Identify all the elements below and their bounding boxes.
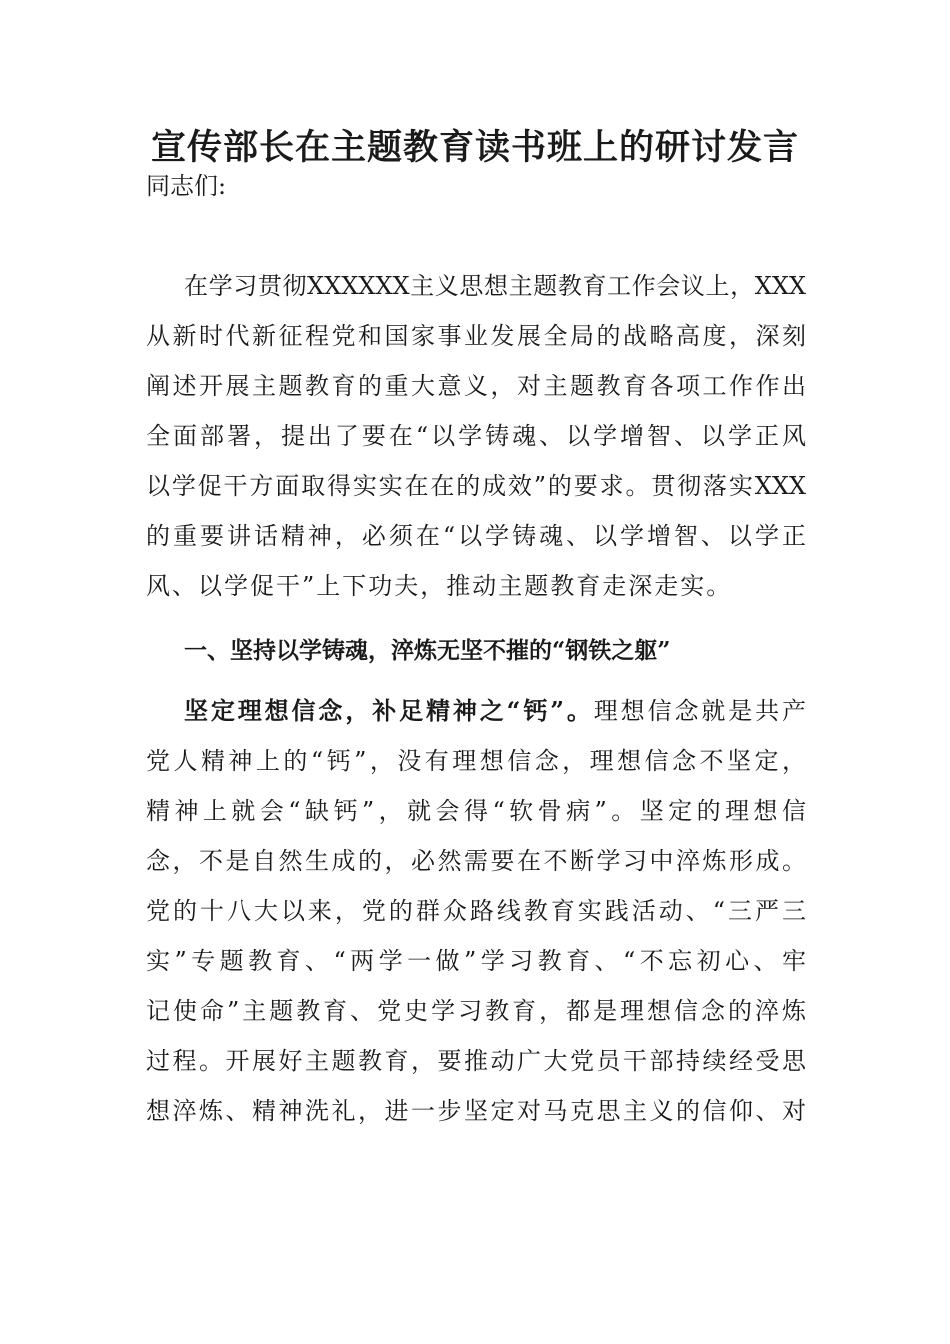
paragraph-1-line-4: 全面部署，提出了要在“以学铸魂、以学增智、以学正风 [146, 422, 806, 450]
paragraph-2-line-3: 精神上就会“缺钙”，就会得“软骨病”。坚定的理想信 [146, 797, 806, 825]
section-heading-1: 一、坚持以学铸魂，淬炼无坚不摧的“钢铁之躯” [184, 637, 671, 664]
paragraph-1-line-3: 阐述开展主题教育的重大意义，对主题教育各项工作作出 [146, 372, 806, 400]
document-title: 宣传部长在主题教育读书班上的研讨发言 [150, 127, 799, 168]
paragraph-2-line-5: 党的十八大以来，党的群众路线教育实践活动、“三严三 [146, 897, 806, 925]
paragraph-2-line-4: 念，不是自然生成的，必然需要在不断学习中淬炼形成。 [146, 847, 806, 875]
paragraph-2-line-2: 党人精神上的“钙”，没有理想信念，理想信念不坚定， [146, 747, 806, 775]
paragraph-1-line-5: 以学促干方面取得实实在在的成效”的要求。贯彻落实XXX [146, 472, 806, 500]
paragraph-1-line-2: 从新时代新征程党和国家事业发展全局的战略高度，深刻 [146, 322, 806, 350]
paragraph-2-line-7: 记使命”主题教育、党史学习教育，都是理想信念的淬炼 [146, 997, 806, 1025]
paragraph-1-line-1: 在学习贯彻XXXXXX主义思想主题教育工作会议上，XXX [184, 272, 806, 300]
paragraph-1-line-7: 风、以学促干”上下功夫，推动主题教育走深走实。 [146, 572, 733, 600]
paragraph-2-line-1 [184, 691, 806, 731]
paragraph-2-line-6: 实”专题教育、“两学一做”学习教育、“不忘初心、牢 [146, 947, 806, 975]
paragraph-2-line-9: 想淬炼、精神洗礼，进一步坚定对马克思主义的信仰、对 [146, 1097, 806, 1125]
salutation: 同志们: [146, 172, 227, 200]
paragraph-2-line-8: 过程。开展好主题教育，要推动广大党员干部持续经受思 [146, 1047, 806, 1075]
paragraph-1-line-6: 的重要讲话精神，必须在“以学铸魂、以学增智、以学正 [146, 522, 806, 550]
paragraph-2-first-rest: 理想信念就是共产 [593, 697, 807, 725]
paragraph-2-lead: 坚定理想信念，补足精神之“钙”。 [184, 696, 594, 725]
